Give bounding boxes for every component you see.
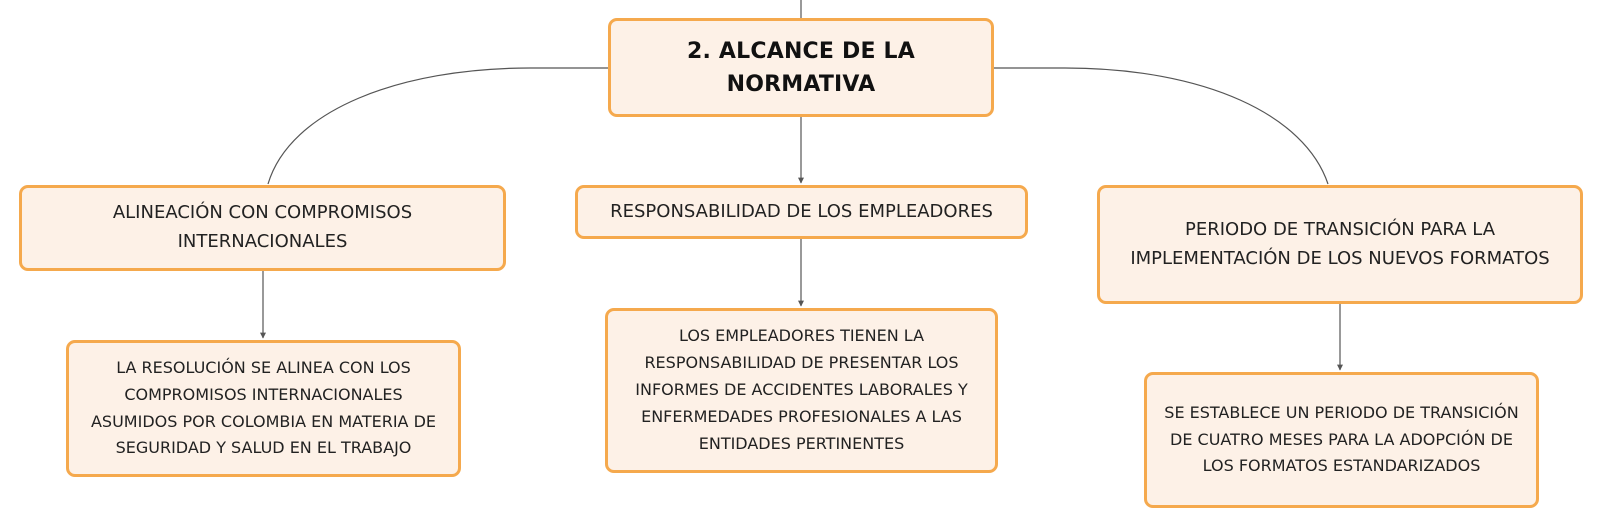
branch-node-transition-period[interactable] bbox=[1097, 185, 1583, 304]
branch-node-label: PERIODO DE TRANSICIÓN PARA LA IMPLEMENTACIÓN DE LOS NUEVOS FORMATOS bbox=[1130, 218, 1550, 269]
detail-node-transition-period[interactable] bbox=[1144, 372, 1539, 508]
connector-root-to-right-branch bbox=[994, 68, 1328, 184]
branch-node-international-alignment[interactable] bbox=[19, 185, 506, 271]
detail-node-employer-responsibility[interactable] bbox=[605, 308, 998, 473]
detail-node-text: LOS EMPLEADORES TIENEN LA RESPONSABILIDAD DE PRESENTAR LOS INFORMES DE ACCIDENTES LABORALES Y ENFERMEDADES PROFESIONALES A LAS ENTIDADES PERTINENTES bbox=[635, 326, 968, 453]
detail-node-international-alignment[interactable] bbox=[66, 340, 461, 477]
root-node[interactable] bbox=[608, 18, 994, 117]
detail-node-text: LA RESOLUCIÓN SE ALINEA CON LOS COMPROMISOS INTERNACIONALES ASUMIDOS POR COLOMBIA EN MATERIA DE SEGURIDAD Y SALUD EN EL TRABAJO bbox=[90, 357, 437, 458]
branch-node-label: ALINEACIÓN CON COMPROMISOS INTERNACIONALES bbox=[112, 202, 413, 252]
branch-node-label: RESPONSABILIDAD DE LOS EMPLEADORES bbox=[610, 200, 993, 222]
detail-node-text: SE ESTABLECE UN PERIODO DE TRANSICIÓN DE CUATRO MESES PARA LA ADOPCIÓN DE LOS FORMATOS ESTANDARIZADOS bbox=[1164, 402, 1519, 476]
root-node-label: 2. ALCANCE DE LA NORMATIVA bbox=[687, 38, 915, 97]
connector-root-to-left-branch bbox=[268, 68, 608, 184]
branch-node-employer-responsibility[interactable] bbox=[575, 185, 1028, 239]
